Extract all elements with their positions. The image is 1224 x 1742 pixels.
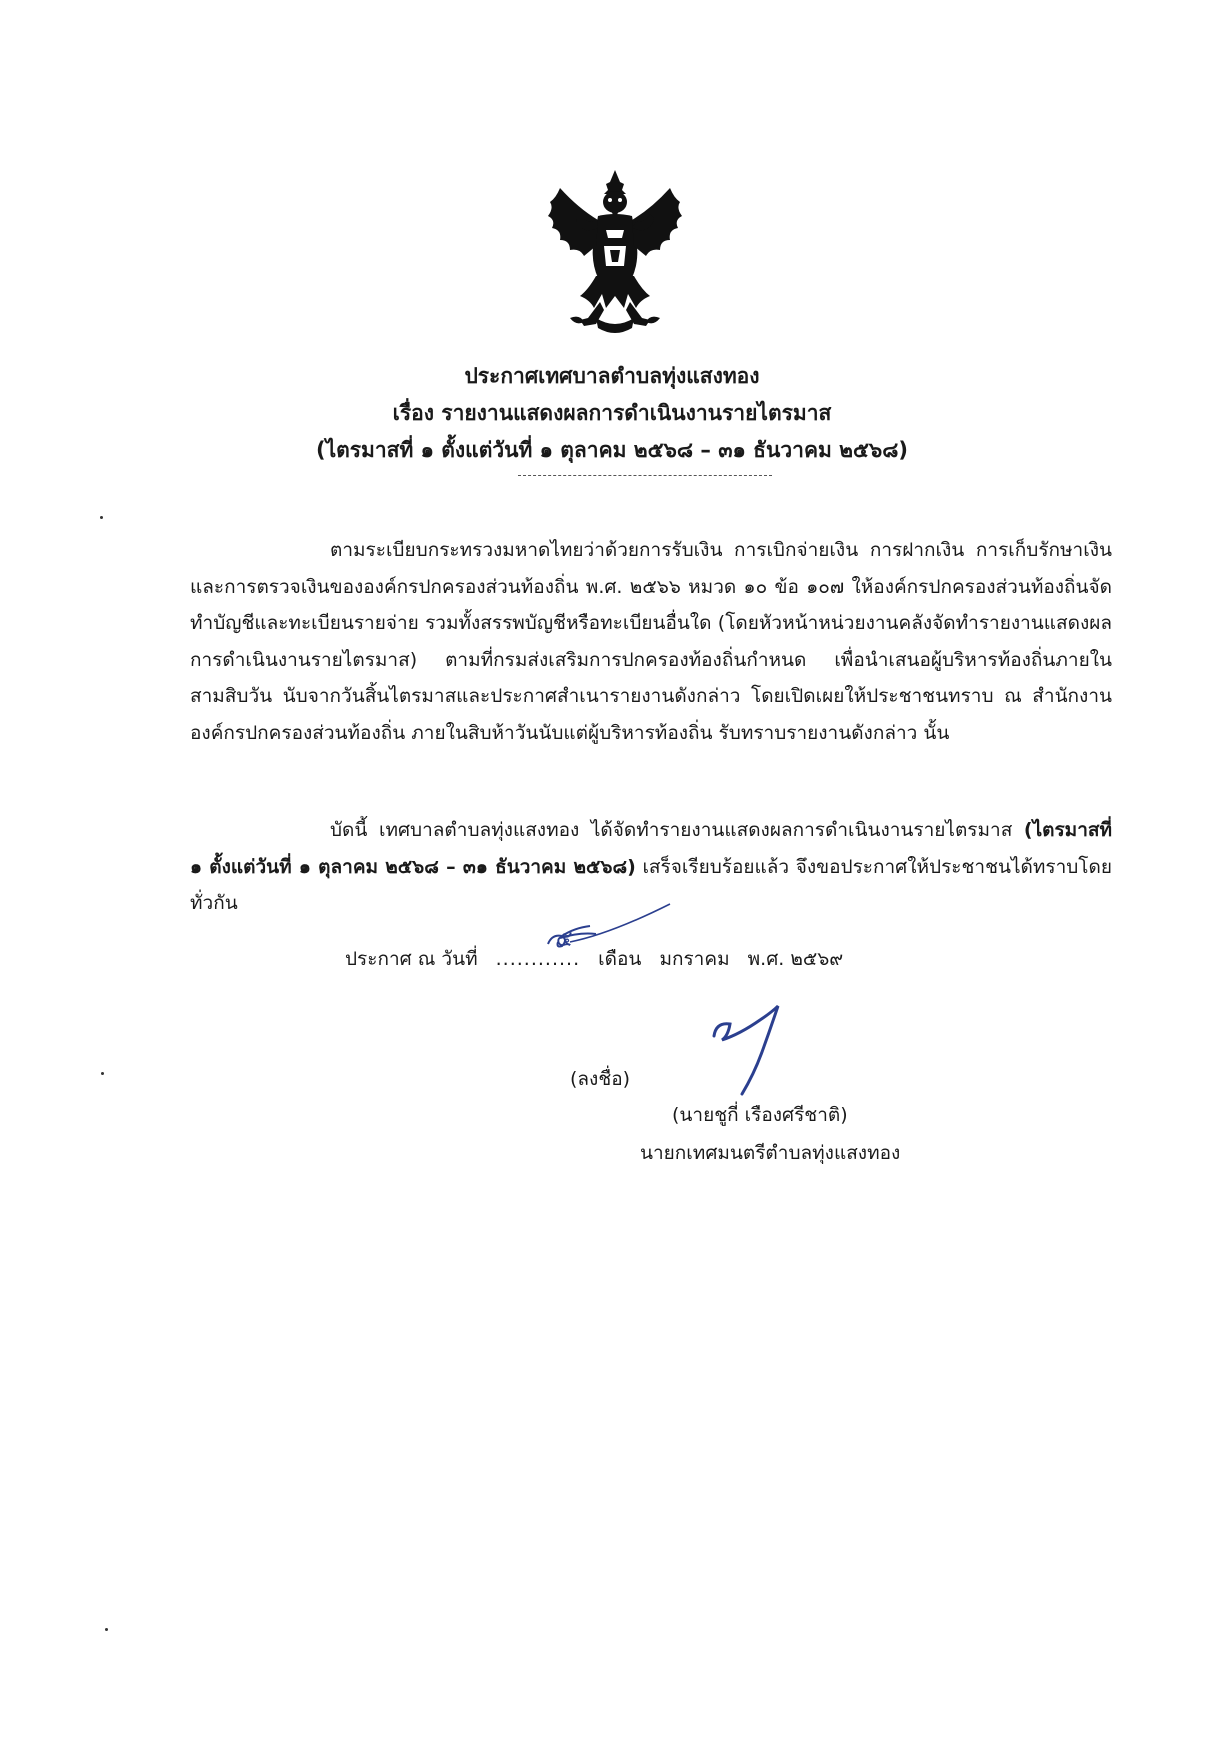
announcement-subject: เรื่อง รายงานแสดงผลการดำเนินงานรายไตรมาส xyxy=(392,401,832,425)
title-divider xyxy=(518,475,772,476)
signer-title: นายกเทศมนตรีตำบลทุ่งแสงทอง xyxy=(640,1142,901,1164)
paragraph-2-period: (ไตรมาสที่ ๑ ตั้งแต่วันที่ ๑ ตุลาคม ๒๕๖๘ – ๓๑ ธันวาคม ๒๕๖๘) xyxy=(190,819,1112,878)
announce-prefix: ประกาศ ณ วันที่ xyxy=(345,948,478,970)
scan-speck xyxy=(100,516,103,519)
handwritten-day: ๕ xyxy=(556,927,573,952)
announce-month: มกราคม xyxy=(659,948,730,970)
garuda-emblem-icon xyxy=(540,168,690,340)
scan-speck xyxy=(101,1072,104,1075)
handwritten-day-mark xyxy=(530,898,680,958)
sign-label: (ลงชื่อ) xyxy=(570,1068,631,1090)
paragraph-2-end: เสร็จเรียบร้อยแล้ว จึงขอประกาศให้ประชาชนได้ทราบโดยทั่วกัน xyxy=(190,855,1112,914)
announcement-period: (ไตรมาสที่ ๑ ตั้งแต่วันที่ ๑ ตุลาคม ๒๕๖๘ – ๓๑ ธันวาคม ๒๕๖๘) xyxy=(315,438,909,462)
announce-year: พ.ศ. ๒๕๖๙ xyxy=(747,948,844,970)
signer-name: (นายชูกี่ เรืองศรีชาติ) xyxy=(672,1104,848,1126)
announcement-title: ประกาศเทศบาลตำบลทุ่งแสงทอง xyxy=(464,364,760,388)
scan-speck xyxy=(105,1628,108,1631)
announce-day-dots: ............ xyxy=(495,948,581,970)
body-paragraph-1: ตามระเบียบกระทรวงมหาดไทยว่าด้วยการรับเงิน การเบิกจ่ายเงิน การฝากเงิน การเก็บรักษาเงินและการตรวจเงินขององค์กรปกครองส่วนท้องถิ่น พ.ศ. ๒๕๖๖ หมวด ๑๐ ข้อ ๑๐๗ ให้องค์กรปกครองส่วนท้องถิ่นจัดทำบัญชีและทะเบียนรายจ่าย รวมทั้งสรรพบัญชีหรือทะเบียนอื่นใด (โดยหัวหน้าหน่วยงานคลังจัดทำรายงานแสดงผลการดำเนินงานรายไตรมาส) ตามที่กรมส่งเสริมการปกครองท้องถิ่นกำหนด เพื่อนำเสนอผู้บริหารท้องถิ่นภายในสามสิบวัน นับจากวันสิ้นไตรมาสและประกาศสำเนารายงานดังกล่าว โดยเปิดเผยให้ประชาชนทราบ ณ สำนักงานองค์กรปกครองส่วนท้องถิ่น ภายในสิบห้าวันนับแต่ผู้บริหารท้องถิ่น รับทราบรายงานดังกล่าว นั้น xyxy=(190,539,1112,744)
paragraph-2-start: บัดนี้ เทศบาลตำบลทุ่งแสงทอง ได้จัดทำรายงานแสดงผลการดำเนินงานรายไตรมาส xyxy=(330,819,1024,841)
handwritten-signature xyxy=(700,1000,790,1100)
announce-month-label: เดือน xyxy=(598,948,642,970)
